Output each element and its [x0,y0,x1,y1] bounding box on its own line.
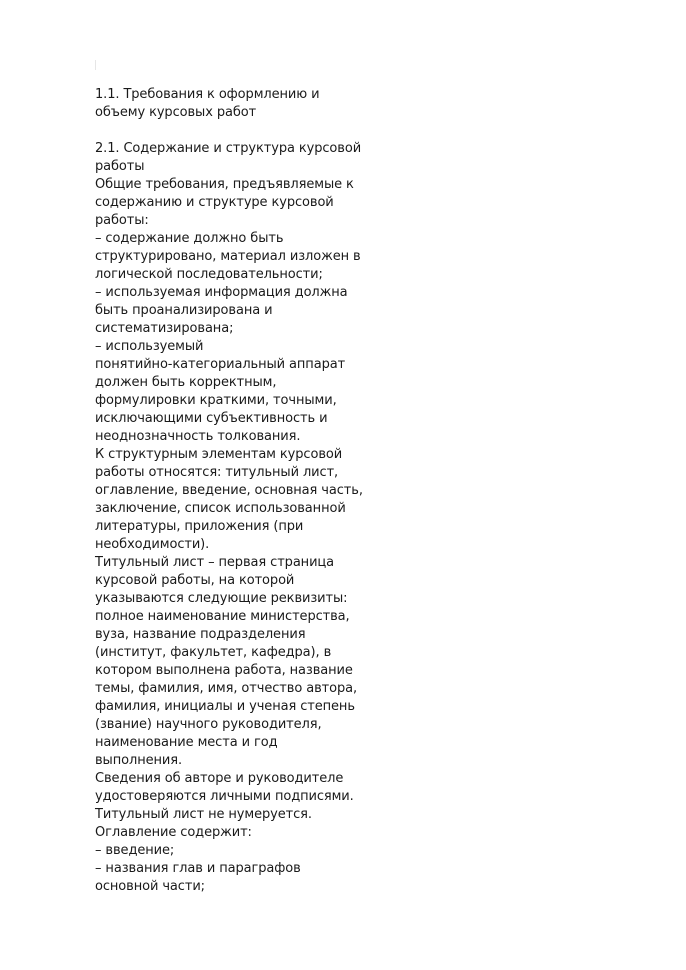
body-line: котором выполнена работа, название [95,663,353,678]
body-line: понятийно-категориальный аппарат [95,357,346,372]
body-line: – содержание должно быть [95,231,284,246]
page-edge-marker [95,60,96,70]
body-line: неоднозначность толкования. [95,429,301,444]
body-line: работы: [95,213,149,228]
body-line: фамилия, инициалы и ученая степень [95,699,355,714]
body-line: (звание) научного руководителя, [95,717,322,732]
heading-spacer [95,122,345,140]
body-line: содержанию и структуре курсовой [95,195,334,210]
body-line: оглавление, введение, основная часть, [95,483,363,498]
body-line: заключение, список использованной [95,501,346,516]
body-line: логической последовательности; [95,267,323,282]
body-line: Титульный лист не нумеруется. [95,807,312,822]
body-line: (институт, факультет, кафедра), в [95,645,332,660]
body-line: – введение; [95,843,175,858]
body-line: курсовой работы, на которой [95,573,295,588]
body-line: Оглавление содержит: [95,825,252,840]
body-line: систематизирована; [95,321,234,336]
document-text [95,86,363,896]
body-line: – используемая информация должна [95,285,348,300]
body-line: быть проанализирована и [95,303,273,318]
body-line: К структурным элементам курсовой [95,447,343,462]
body-line: Общие требования, предъявляемые к [95,177,354,192]
body-line: основной части; [95,879,205,894]
body-line: выполнения. [95,753,182,768]
body-line: литературы, приложения (при [95,519,304,534]
body-line: исключающими субъективность и [95,411,328,426]
body-line: указываются следующие реквизиты: [95,591,348,606]
body-line: структурировано, материал изложен в [95,249,361,264]
body-line: работы относятся: титульный лист, [95,465,339,480]
body-line: необходимости). [95,537,210,552]
section-heading-1-line-1: 1.1. Требования к оформлению и [95,87,320,102]
body-line: – используемый [95,339,204,354]
body-line: полное наименование министерства, [95,609,350,624]
body-line: Сведения об авторе и руководителе [95,771,344,786]
body-line: формулировки краткими, точными, [95,393,337,408]
body-line: вуза, название подразделения [95,627,306,642]
body-line: наименование места и год [95,735,278,750]
body-line: должен быть корректным, [95,375,277,390]
section-heading-2-line-2: работы [95,159,145,174]
body-line: Титульный лист – первая страница [95,555,335,570]
body-line: темы, фамилия, имя, отчество автора, [95,681,358,696]
body-line: удостоверяются личными подписями. [95,789,354,804]
body-line: – названия глав и параграфов [95,861,301,876]
section-heading-1-line-2: объему курсовых работ [95,105,257,120]
section-heading-2-line-1: 2.1. Содержание и структура курсовой [95,141,362,156]
